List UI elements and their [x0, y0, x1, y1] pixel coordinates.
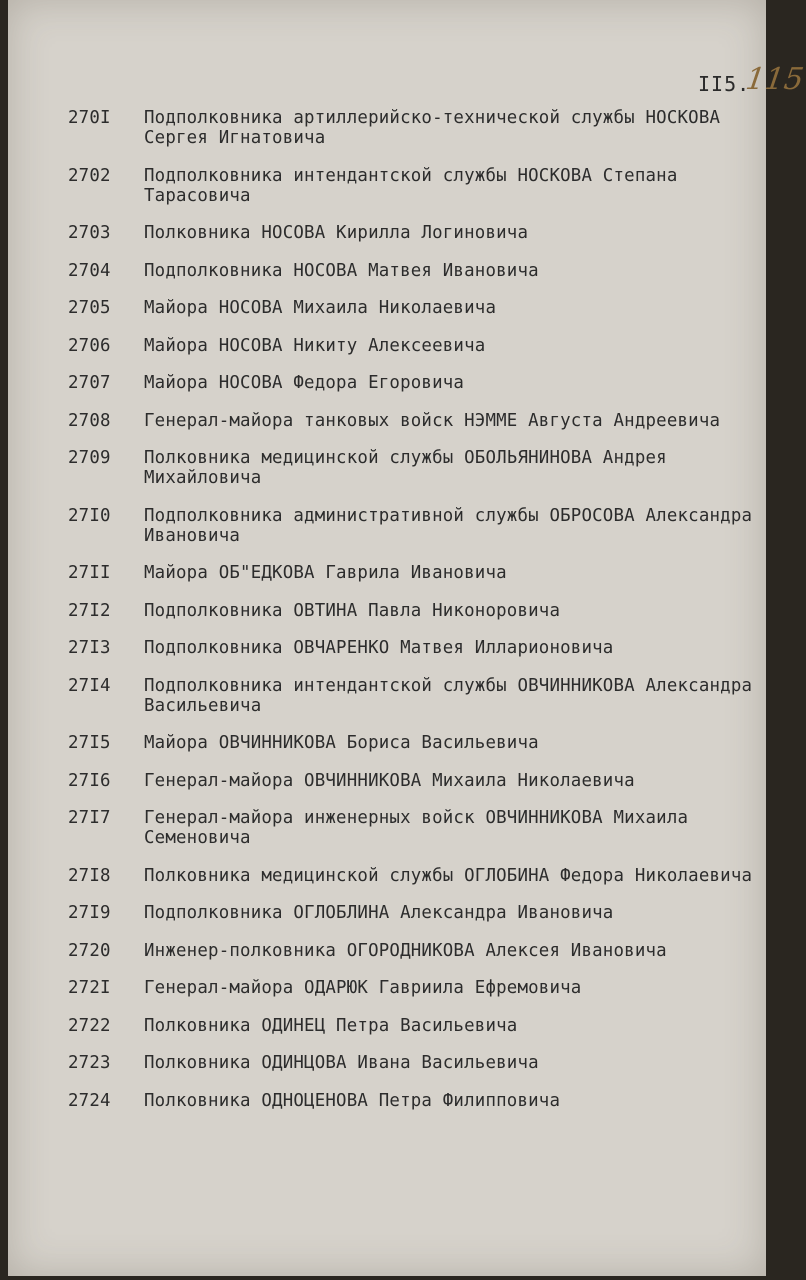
entry-number: 27I4 — [68, 675, 111, 696]
entry-number: 2702 — [68, 165, 111, 186]
list-entry — [68, 808, 758, 848]
entry-text: Подполковника ОВТИНА Павла Никоноровича — [144, 600, 561, 621]
entry-number: 270I — [68, 108, 111, 128]
entry-text: Полковника медицинской службы ОБОЛЬЯНИНОВА Андрея Михайловича — [144, 448, 667, 488]
list-entry — [68, 506, 758, 546]
list-entry — [68, 1091, 758, 1111]
list-entry — [68, 448, 758, 488]
list-entry — [68, 941, 758, 961]
list-entry — [68, 676, 758, 716]
entry-text: Подполковника ОГЛОБЛИНА Александра Ивановича — [144, 903, 614, 923]
list-entry — [68, 373, 758, 393]
document-page — [8, 0, 806, 1276]
list-entry — [68, 978, 758, 998]
entry-number: 2720 — [68, 940, 111, 961]
list-entry — [68, 411, 758, 431]
entry-text: Майора ОБ"ЕДКОВА Гаврила Ивановича — [144, 563, 507, 583]
entry-text: Майора ОВЧИННИКОВА Бориса Васильевича — [144, 733, 539, 753]
list-entry — [68, 866, 758, 886]
entry-text: Подполковника интендантской службы ОВЧИННИКОВА Александра Васильевича — [144, 675, 753, 716]
entry-number: 2706 — [68, 335, 111, 356]
entry-text: Генерал-майора ОВЧИННИКОВА Михаила Николаевича — [144, 770, 635, 791]
entry-number: 272I — [68, 978, 111, 998]
page-number: II5. — [698, 72, 751, 96]
entry-text: Полковника НОСОВА Кирилла Логиновича — [144, 223, 529, 243]
list-entry — [68, 108, 758, 148]
list-entry — [68, 903, 758, 923]
entry-text: Майора НОСОВА Никиту Алексеевича — [144, 335, 486, 356]
list-entry — [68, 638, 758, 658]
entry-number: 27I0 — [68, 505, 111, 526]
list-entry — [68, 601, 758, 621]
list-entry — [68, 563, 758, 583]
entry-text: Генерал-майора инженерных войск ОВЧИННИКОВА Михаила Семеновича — [144, 808, 689, 848]
entry-text: Подполковника артиллерийско-технической службы НОСКОВА Сергея Игнатовича — [144, 108, 721, 148]
list-entry — [68, 771, 758, 791]
entry-number: 27I2 — [68, 600, 111, 621]
entry-number: 27I8 — [68, 865, 111, 886]
list-entry — [68, 336, 758, 356]
entry-number: 2703 — [68, 223, 111, 243]
entry-number: 2707 — [68, 373, 111, 393]
list-entry — [68, 298, 758, 318]
entry-text: Подполковника ОВЧАРЕНКО Матвея Илларионовича — [144, 638, 614, 658]
entry-text: Подполковника интендантской службы НОСКОВА Степана Тарасовича — [144, 165, 678, 206]
entry-number: 27I3 — [68, 638, 111, 658]
list-entry — [68, 733, 758, 753]
entry-text: Подполковника НОСОВА Матвея Ивановича — [144, 260, 539, 281]
list-entry — [68, 223, 758, 243]
entry-text: Полковника ОДИНЦОВА Ивана Васильевича — [144, 1053, 539, 1073]
list-entry — [68, 1053, 758, 1073]
entry-number: 2708 — [68, 410, 111, 431]
entry-number: 2705 — [68, 298, 111, 318]
entry-number: 2722 — [68, 1015, 111, 1036]
entry-text: Полковника ОДИНЕЦ Петра Васильевича — [144, 1015, 518, 1036]
handwritten-page-number: 115 — [743, 62, 806, 97]
entry-text: Инженер-полковника ОГОРОДНИКОВА Алексея Ивановича — [144, 940, 667, 961]
entry-text: Майора НОСОВА Михаила Николаевича — [144, 298, 497, 318]
entry-number: 27I9 — [68, 903, 111, 923]
entry-number: 2704 — [68, 260, 111, 281]
entry-text: Подполковника административной службы ОБРОСОВА Александра Ивановича — [144, 505, 753, 546]
entry-text: Полковника медицинской службы ОГЛОБИНА Федора Николаевича — [144, 865, 753, 886]
list-entry — [68, 1016, 758, 1036]
entry-text: Полковника ОДНОЦЕНОВА Петра Филипповича — [144, 1090, 561, 1111]
list-entry — [68, 261, 758, 281]
entry-text: Генерал-майора ОДАРЮК Гавриила Ефремовича — [144, 978, 582, 998]
entry-text: Майора НОСОВА Федора Егоровича — [144, 373, 465, 393]
entry-number: 27I7 — [68, 808, 111, 828]
entry-number: 27I6 — [68, 770, 111, 791]
entry-number: 2724 — [68, 1090, 111, 1111]
entry-number: 27II — [68, 563, 111, 583]
entry-number: 2709 — [68, 448, 111, 468]
list-entry — [68, 166, 758, 206]
entry-text: Генерал-майора танковых войск НЭММЕ Августа Андреевича — [144, 410, 721, 431]
entry-number: 2723 — [68, 1053, 111, 1073]
entry-number: 27I5 — [68, 733, 111, 753]
entry-list — [68, 108, 758, 1128]
